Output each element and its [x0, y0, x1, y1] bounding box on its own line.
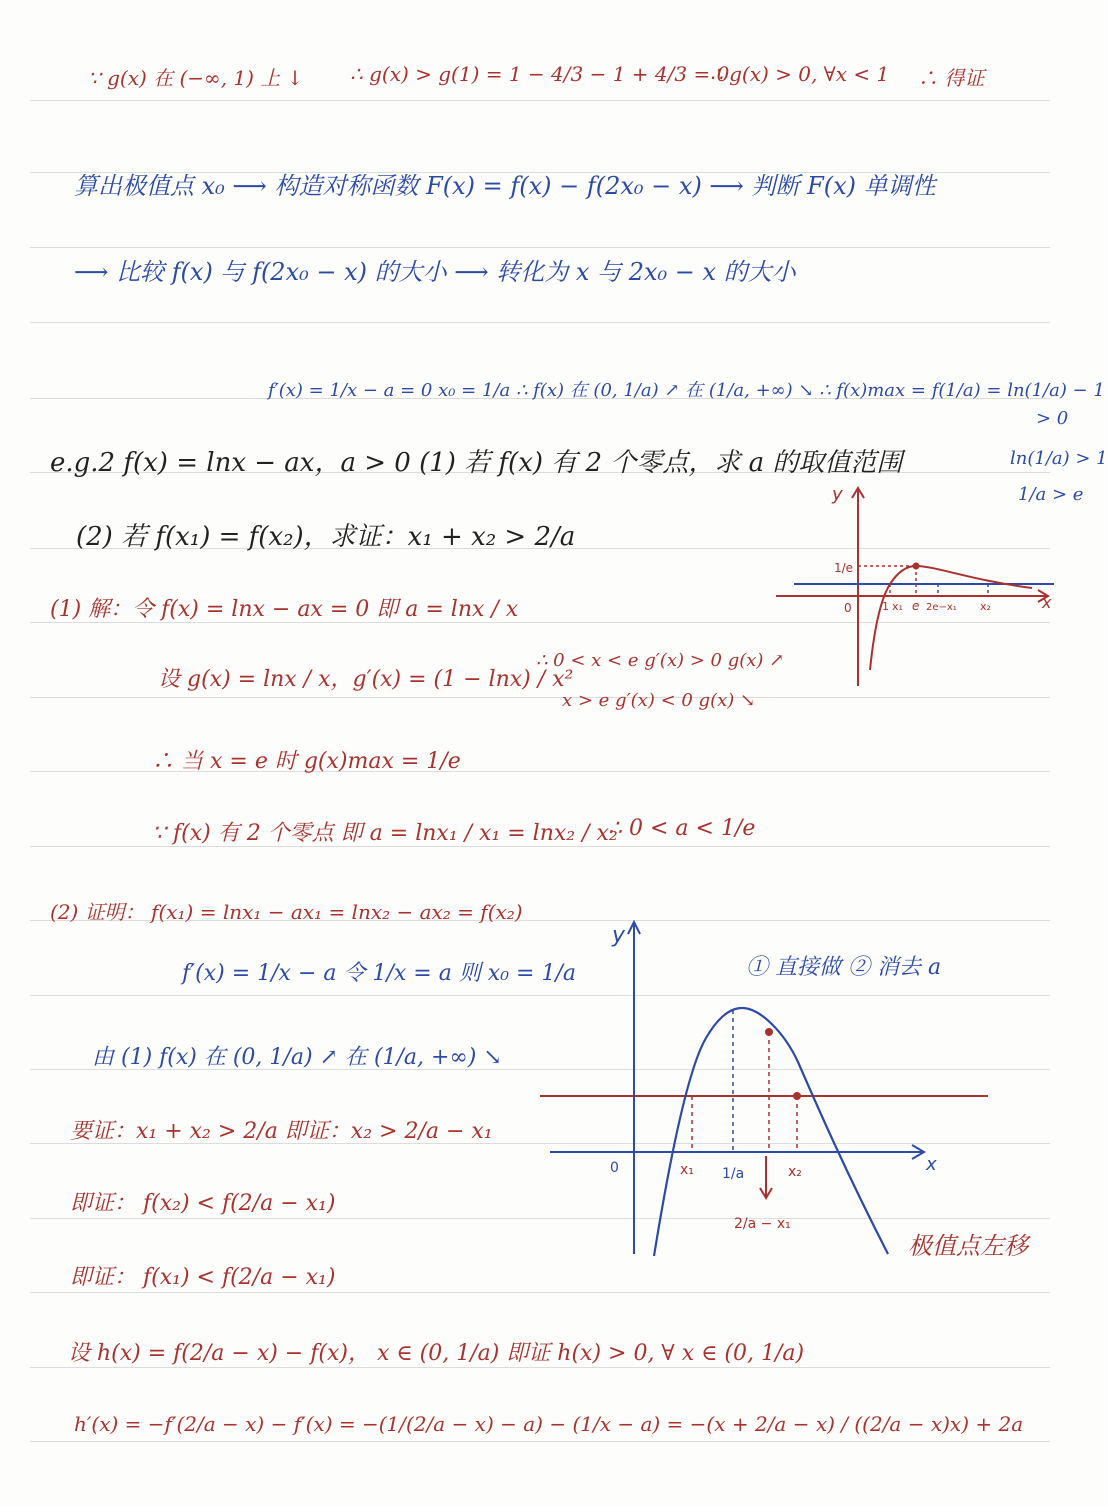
tick-e: e	[912, 599, 920, 613]
derivative-note-gt0: > 0	[1036, 408, 1069, 429]
proof-line: f′(x) = 1/x − a 令 1/x = a 则 x₀ = 1/a	[182, 961, 576, 986]
solution-line: ∵ f(x) 有 2 个零点 即 a = lnx₁ / x₁ = lnx₂ / x₂	[152, 821, 618, 846]
ruled-line	[30, 100, 1050, 101]
y-label: y	[612, 923, 626, 948]
tick-1a: 1/a	[722, 1166, 745, 1182]
method-summary: 算出极值点 x₀ ⟶ 构造对称函数 F(x) = f(x) − f(2x₀ − x) ⟶ 判断 F(x) 单调性	[74, 172, 936, 200]
method-options: ① 直接做 ② 消去 a	[746, 955, 942, 980]
tick-x2: x₂	[788, 1164, 802, 1180]
origin-label: 0	[844, 601, 852, 615]
solution-line: 设 g(x) = lnx / x，g′(x) = (1 − lnx) / x²	[158, 667, 574, 692]
example-part2: (2) 若 f(x₁) = f(x₂)，求证：x₁ + x₂ > 2/a	[76, 522, 576, 552]
tick-2a-x1: 2/a − x₁	[734, 1216, 791, 1232]
proof-line: 即证： f(x₁) < f(2/a − x₁)	[70, 1265, 336, 1290]
x-label: x	[926, 1154, 937, 1175]
tick-2e-x1: 2e−x₁	[926, 602, 957, 613]
side-note: 1/a > e	[1018, 484, 1084, 505]
solution-line: ∴ 0 < a < 1/e	[608, 816, 756, 841]
tick-x2: x₂	[980, 600, 991, 613]
annotation: 极值点左移	[908, 1232, 1028, 1260]
solution-line: ∴ 当 x = e 时 g(x)max = 1/e	[152, 749, 461, 774]
tick-1: 1	[882, 600, 889, 613]
origin-label: 0	[610, 1160, 619, 1176]
g-curve	[870, 566, 1032, 670]
graph-f	[536, 912, 996, 1262]
derivative-note: f′(x) = 1/x − a = 0 x₀ = 1/a ∴ f(x) 在 (0, 1/a) ↗ 在 (1/a, +∞) ↘ ∴ f(x)max = f(1/a) = ln(1/a) − 1	[268, 380, 1105, 401]
solution-line: (1) 解：令 f(x) = lnx − ax = 0 即 a = lnx / x	[50, 597, 519, 622]
graph-g	[770, 480, 1070, 700]
ruled-line	[30, 1292, 1050, 1293]
example-title: e.g.2 f(x) = lnx − ax，a > 0 (1) 若 f(x) 有 2 个零点，求 a 的取值范围	[50, 448, 903, 478]
monotonic-note: x > e g′(x) < 0 g(x) ↘	[562, 690, 756, 711]
x-label: x	[1042, 593, 1052, 612]
proof-line: 要证：x₁ + x₂ > 2/a 即证：x₂ > 2/a − x₁	[70, 1119, 493, 1144]
proof-line: 由 (1) f(x) 在 (0, 1/a) ↗ 在 (1/a, +∞) ↘	[92, 1045, 502, 1070]
ruled-line	[30, 322, 1050, 323]
ruled-line	[30, 1441, 1050, 1442]
proof-line: 即证： f(x₂) < f(2/a − x₁)	[70, 1191, 336, 1216]
note-line: ∴ g(x) > g(1) = 1 − 4/3 − 1 + 4/3 = 0	[350, 62, 730, 86]
tick-x1: x₁	[892, 600, 903, 613]
side-note: ln(1/a) > 1	[1010, 448, 1108, 469]
monotonic-note: ∴ 0 < x < e g′(x) > 0 g(x) ↗	[536, 650, 785, 671]
y-label: y	[832, 484, 843, 505]
note-line: ∴ g(x) > 0, ∀x < 1	[710, 62, 890, 86]
ruled-line	[30, 247, 1050, 248]
tick-x1: x₁	[680, 1162, 694, 1178]
method-summary-cont: ⟶ 比较 f(x) 与 f(2x₀ − x) 的大小 ⟶ 转化为 x 与 2x₀ − x 的大小	[74, 258, 796, 286]
proof-heading: (2) 证明： f(x₁) = lnx₁ − ax₁ = lnx₂ − ax₂ = f(x₂)	[50, 900, 523, 924]
note-line: ∵ g(x) 在 (−∞, 1) 上 ↓	[88, 66, 304, 90]
note-line: ∴ 得证	[918, 66, 985, 90]
ruled-line	[30, 1367, 1050, 1368]
proof-line: 设 h(x) = f(2/a − x) − f(x)， x ∈ (0, 1/a) 即证 h(x) > 0, ∀ x ∈ (0, 1/a)	[68, 1341, 805, 1366]
max-label: 1/e	[834, 561, 854, 575]
proof-line: h′(x) = −f′(2/a − x) − f′(x) = −(1/(2/a − x) − a) − (1/x − a) = −(x + 2/a − x) / ((2/a − x)x) + 2a	[74, 1412, 1024, 1436]
